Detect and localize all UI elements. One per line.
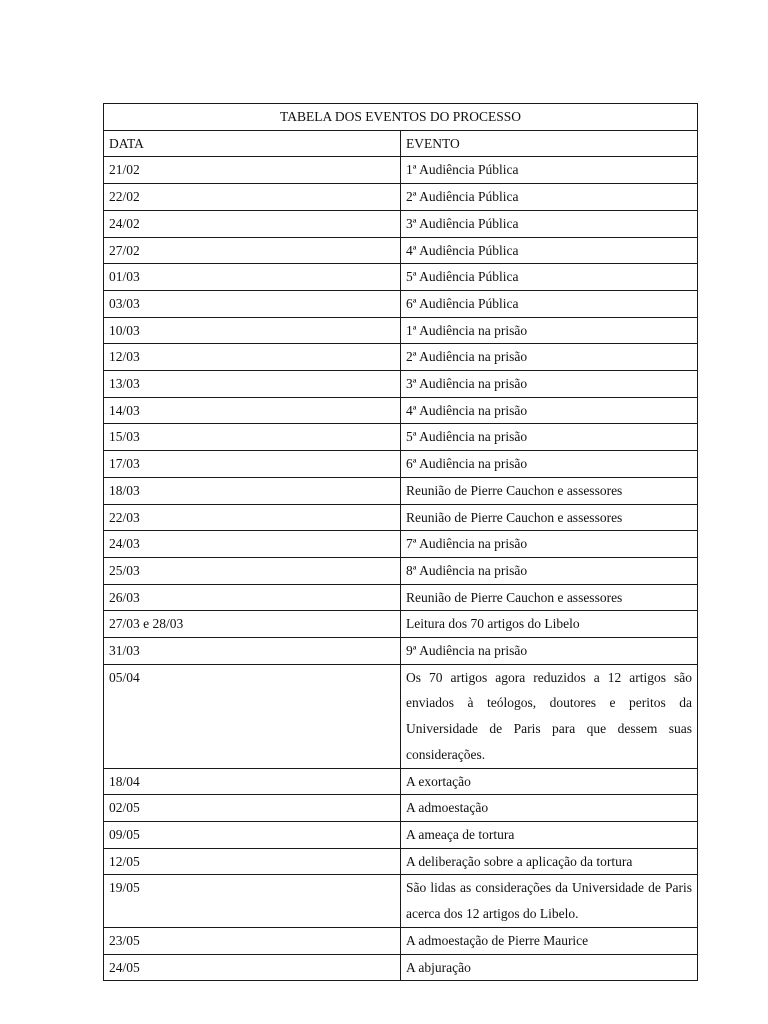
event-cell: Os 70 artigos agora reduzidos a 12 artigos são enviados à teólogos, doutores e peritos da Universidade de Paris para que dessem suas considerações. [401,664,698,768]
events-table-body [104,104,698,981]
event-cell: 2ª Audiência na prisão [401,344,698,371]
event-cell: 1ª Audiência na prisão [401,317,698,344]
table-row [104,290,698,317]
table-title: TABELA DOS EVENTOS DO PROCESSO [104,104,698,131]
event-cell: São lidas as considerações da Universidade de Paris acerca dos 12 artigos do Libelo. [401,875,698,927]
date-cell: 31/03 [104,638,401,665]
table-row [104,237,698,264]
event-cell: 3ª Audiência na prisão [401,371,698,398]
date-cell: 14/03 [104,397,401,424]
date-cell: 01/03 [104,264,401,291]
event-cell: A abjuração [401,954,698,981]
table-row [104,371,698,398]
event-cell: A ameaça de tortura [401,821,698,848]
date-cell: 13/03 [104,371,401,398]
table-row [104,611,698,638]
event-cell: Reunião de Pierre Cauchon e assessores [401,477,698,504]
event-cell: 5ª Audiência Pública [401,264,698,291]
header-event: EVENTO [401,130,698,157]
event-cell: A exortação [401,768,698,795]
event-cell: A admoestação [401,795,698,822]
events-table [103,103,698,981]
date-cell: 24/03 [104,531,401,558]
title-row [104,104,698,131]
table-row [104,875,698,927]
date-cell: 05/04 [104,664,401,768]
date-cell: 27/02 [104,237,401,264]
table-row [104,210,698,237]
table-row [104,584,698,611]
date-cell: 22/02 [104,184,401,211]
date-cell: 02/05 [104,795,401,822]
table-row [104,927,698,954]
date-cell: 27/03 e 28/03 [104,611,401,638]
event-cell: 8ª Audiência na prisão [401,557,698,584]
event-cell: 1ª Audiência Pública [401,157,698,184]
table-row [104,157,698,184]
event-cell: 4ª Audiência Pública [401,237,698,264]
date-cell: 12/03 [104,344,401,371]
date-cell: 03/03 [104,290,401,317]
date-cell: 15/03 [104,424,401,451]
date-cell: 24/05 [104,954,401,981]
table-row [104,557,698,584]
table-row [104,504,698,531]
date-cell: 10/03 [104,317,401,344]
date-cell: 23/05 [104,927,401,954]
event-cell: Leitura dos 70 artigos do Libelo [401,611,698,638]
header-row [104,130,698,157]
event-cell: 6ª Audiência na prisão [401,451,698,478]
event-cell: A admoestação de Pierre Maurice [401,927,698,954]
event-cell: 4ª Audiência na prisão [401,397,698,424]
date-cell: 24/02 [104,210,401,237]
table-row [104,768,698,795]
event-cell: Reunião de Pierre Cauchon e assessores [401,584,698,611]
table-row [104,954,698,981]
event-cell: 6ª Audiência Pública [401,290,698,317]
table-row [104,477,698,504]
date-cell: 25/03 [104,557,401,584]
date-cell: 12/05 [104,848,401,875]
table-row [104,264,698,291]
table-row [104,397,698,424]
table-row [104,184,698,211]
event-cell: 2ª Audiência Pública [401,184,698,211]
event-cell: A deliberação sobre a aplicação da tortura [401,848,698,875]
table-row [104,424,698,451]
table-row [104,531,698,558]
event-cell: 9ª Audiência na prisão [401,638,698,665]
date-cell: 22/03 [104,504,401,531]
table-row [104,451,698,478]
table-row [104,795,698,822]
table-row [104,821,698,848]
event-cell: Reunião de Pierre Cauchon e assessores [401,504,698,531]
date-cell: 17/03 [104,451,401,478]
table-row [104,638,698,665]
table-row [104,664,698,768]
event-cell: 7ª Audiência na prisão [401,531,698,558]
table-row [104,848,698,875]
event-cell: 5ª Audiência na prisão [401,424,698,451]
date-cell: 19/05 [104,875,401,927]
date-cell: 18/04 [104,768,401,795]
table-row [104,317,698,344]
date-cell: 26/03 [104,584,401,611]
header-date: DATA [104,130,401,157]
date-cell: 09/05 [104,821,401,848]
date-cell: 21/02 [104,157,401,184]
date-cell: 18/03 [104,477,401,504]
table-row [104,344,698,371]
event-cell: 3ª Audiência Pública [401,210,698,237]
